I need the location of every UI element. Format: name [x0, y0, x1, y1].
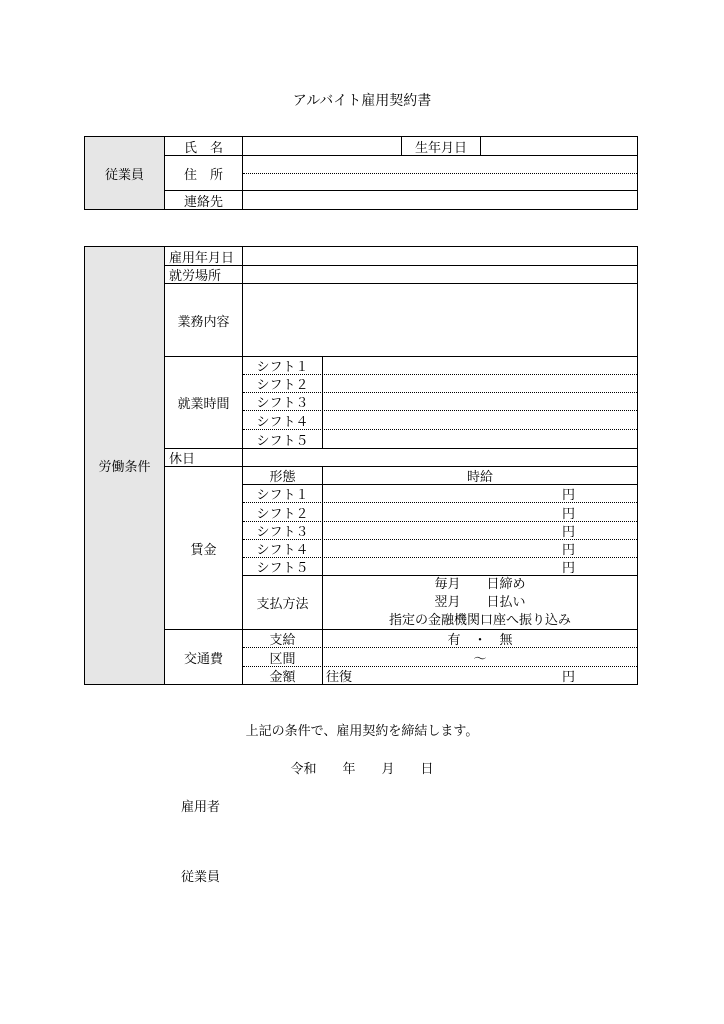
- hire-date-field[interactable]: [243, 247, 637, 265]
- work-shift-4-label: シフト４: [256, 414, 309, 430]
- contract-date[interactable]: 令和 年 月 日: [290, 762, 434, 777]
- address-label: 住 所: [183, 167, 223, 183]
- agreement-statement: 上記の条件で、雇用契約を締結します。: [245, 724, 479, 739]
- yen-unit: 円: [561, 506, 575, 522]
- labor-section-label: 労働条件: [85, 247, 164, 684]
- employee-signature-label: 従業員: [181, 870, 221, 885]
- labor-table: [84, 246, 638, 685]
- duties-field[interactable]: [243, 284, 637, 356]
- round-trip-label: 往復: [326, 670, 353, 685]
- yen-unit: 円: [561, 543, 575, 558]
- employer-signature-label: 雇用者: [181, 800, 221, 815]
- wage-shift-4-label: シフト４: [256, 543, 309, 558]
- holiday-label: 休日: [169, 452, 196, 467]
- wage-shift-4-field[interactable]: [323, 540, 637, 557]
- yen-unit: 円: [561, 488, 575, 503]
- work-shift-5-label: シフト５: [256, 433, 309, 449]
- payment-method-options[interactable]: [323, 576, 637, 629]
- form-header: 形態: [269, 470, 296, 485]
- employee-table: [84, 136, 638, 210]
- wage-shift-5-label: シフト５: [256, 561, 309, 576]
- duties-label: 業務内容: [177, 314, 230, 330]
- work-shift-1-field[interactable]: [323, 357, 637, 374]
- hourly-wage-header: 時給: [466, 470, 493, 485]
- yen-unit: 円: [561, 561, 575, 576]
- payment-line-cutoff: 毎月 日締め: [434, 576, 526, 592]
- wage-shift-1-label: シフト１: [256, 488, 309, 503]
- birth-date-field[interactable]: [481, 137, 637, 155]
- transport-label: 交通費: [183, 651, 223, 667]
- transport-pay-choice[interactable]: 有 ・ 無: [447, 633, 513, 648]
- document-title: アルバイト雇用契約書: [292, 93, 432, 109]
- yen-unit: 円: [561, 670, 575, 685]
- address-field-line1[interactable]: [243, 156, 637, 173]
- work-shift-5-field[interactable]: [323, 430, 637, 448]
- work-shift-3-field[interactable]: [323, 393, 637, 410]
- work-shift-4-field[interactable]: [323, 411, 637, 429]
- wage-shift-3-label: シフト３: [256, 525, 309, 540]
- birth-date-label: 生年月日: [414, 140, 467, 156]
- work-hours-label: 就業時間: [177, 397, 230, 412]
- work-shift-1-label: シフト１: [256, 360, 309, 375]
- transport-amount-label: 金額: [269, 670, 296, 685]
- wage-shift-2-field[interactable]: [323, 503, 637, 521]
- work-shift-2-label: シフト２: [256, 378, 309, 393]
- work-shift-2-field[interactable]: [323, 375, 637, 392]
- payment-line-payday: 翌月 日払い: [434, 594, 526, 610]
- contact-field[interactable]: [243, 191, 637, 209]
- hire-date-label: 雇用年月日: [169, 250, 235, 266]
- wage-shift-1-field[interactable]: [323, 485, 637, 502]
- wage-shift-5-field[interactable]: [323, 558, 637, 575]
- work-shift-3-label: シフト３: [256, 396, 309, 411]
- holiday-field[interactable]: [243, 449, 637, 466]
- name-field[interactable]: [243, 137, 401, 155]
- wage-shift-2-label: シフト２: [256, 506, 309, 522]
- contact-label: 連絡先: [183, 194, 223, 210]
- name-label: 氏 名: [183, 140, 223, 156]
- employee-section-label: 従業員: [85, 137, 164, 209]
- transport-section-label: 区間: [269, 651, 296, 667]
- wage-label: 賃金: [190, 542, 217, 558]
- payment-method-label: 支払方法: [256, 597, 309, 612]
- address-field-line2[interactable]: [243, 174, 637, 190]
- yen-unit: 円: [561, 525, 575, 540]
- workplace-field[interactable]: [243, 266, 637, 283]
- transport-pay-label: 支給: [269, 633, 296, 648]
- transport-section-field[interactable]: ～: [473, 651, 487, 667]
- wage-shift-3-field[interactable]: [323, 522, 637, 539]
- transport-amount-field[interactable]: [323, 667, 637, 684]
- payment-line-transfer: 指定の金融機関口座へ振り込み: [388, 612, 571, 628]
- workplace-label: 就労場所: [169, 269, 222, 284]
